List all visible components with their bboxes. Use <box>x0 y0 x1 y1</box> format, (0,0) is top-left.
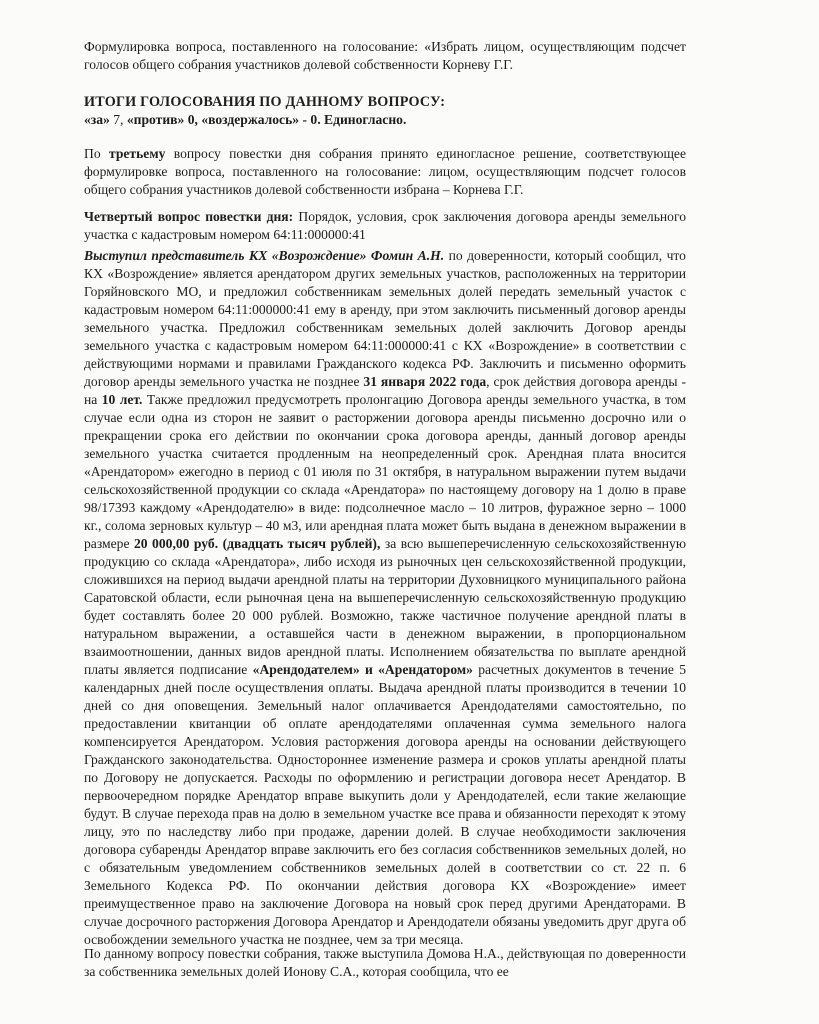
p5-text-4: за всю вышеперечисленную сельскохозяйственную продукцию со склада «Арендатора», либо исходя из рыночных цен сельскохозяйственной продукции, сложившихся на период выдачи арендной платы на территории Духовницкого муниципального района Саратовской области, если рыночная цена на вышеперечисленную сельскохозяйственную продукцию будет составлять более 20 000 рублей. Возможно, также частичное получение арендной платы в натуральном выражении, а оставшейся части в денежном выражении, в пропорциональном взаимоотношении, данных видов арендной платы. Исполнением обязательства по выплате арендной платы является подписание <box>84 536 686 677</box>
p5-text-2: , срок действия договора аренды - на <box>84 374 686 407</box>
paragraph-text: Формулировка вопроса, поставленного на голосование: «Избрать лицом, осуществляющим подсчет голосов общего собрания участников долевой собственности Корневу Г.Г. <box>84 39 686 72</box>
vozd-label: «воздержалось» <box>201 112 300 127</box>
vozd-value: - 0. Единогласно. <box>299 112 407 127</box>
p5-text-5: расчетных документов в течение 5 календарных дней после осуществления оплаты. Выдача арендной платы производится в течении 10 дней со дня оповещения. Земельный налог оплачивается Арендодателями самостоятельно, по предоставлении квитанции об оплате арендодателями оплаченная сумма земельного налога компенсируется Арендатором. Условия расторжения договора аренды на основании действующего Гражданского законодательства. Одностороннее изменение размера и сроков уплаты арендной платы по Договору не допускается. Расходы по оформлению и регистрации договора несет Арендатор. В первоочередном порядке Арендатор вправе выкупить доли у Арендодателей, если такие желающие будут. В случае перехода прав на долю в земельном участке все права и обязанности переходят к этому лицу, это по наследству либо при продаже, дарении долей. В случае необходимости заключения договора субаренды Арендатор вправе заключить его без согласия собственников земельных долей, но с обязательным уведомлением собственников земельных долей в соответствии со ст. 22 п. 6 Земельного Кодекса РФ. По окончании действия договора КХ «Возрождение» имеет преимущественное право на заключение Договора на новый срок перед другими Арендаторами. В случае досрочного расторжения Договора Арендатор и Арендодатели обязаны уведомить друг друга об освобождении земельного участка не позднее, чем за три месяца. <box>84 662 686 947</box>
p5-text-3: Также предложил предусмотреть пролонгацию Договора аренды земельного участка, в том случае если одна из сторон не заявит о расторжении договора аренды письменно досрочно или о прекращении срока его действии по окончании срока договора аренды, данный договор аренды земельного участка считается продленным на неопределенный срок. Арендная плата вносится «Арендатором» ежегодно в период с 01 июля по 31 октября, в натуральном выражении путем выдачи сельскохозяйственной продукции со склада «Арендатора» по настоящему договору на 1 долю в праве 98/17393 каждому «Арендодателю» в виде: подсолнечное масло – 10 литров, фуражное зерно – 1000 кг., солома зерновых культур – 40 м3, или арендная плата может быть выдана в денежном выражении в размере <box>84 392 686 551</box>
p6-text: По данному вопросу повестки собрания, также выступила Домова Н.А., действующая по доверенности за собственника земельных долей Ионову С.А., которая сообщила, что ее <box>84 946 686 979</box>
results-heading: ИТОГИ ГОЛОСОВАНИЯ ПО ДАННОМУ ВОПРОСУ: <box>84 94 446 110</box>
za-label: «за» <box>84 112 110 127</box>
voting-results <box>84 93 686 129</box>
paragraph-second-speaker <box>84 945 686 981</box>
contract-deadline: 31 января 2022 года <box>363 374 487 389</box>
speaker-name: Выступил представитель КХ «Возрождение» Фомин А.Н. <box>84 248 445 263</box>
protiv-value: 0, <box>184 112 202 127</box>
p3-pre: По <box>84 146 109 161</box>
p3-post: вопросу повестки дня собрания принято единогласное решение, соответствующее формулировке вопроса, поставленного на голосование: лицом, осуществляющим подсчет голосов общего собрания участников долевой собственности избрана – Корнева Г.Г. <box>84 146 687 197</box>
fourth-question-text: Порядок, условия, срок заключения договора аренды земельного участка с кадастровым номером 64:11:000000:41 <box>84 209 686 242</box>
contract-term: 10 лет. <box>101 392 143 407</box>
rent-amount: 20 000,00 руб. (двадцать тысяч рублей), <box>133 536 381 551</box>
paragraph-speaker-statement <box>84 247 686 949</box>
contract-parties: «Арендодателем» и «Арендатором» <box>252 662 473 677</box>
protiv-label: «против» <box>126 112 185 127</box>
paragraph-third-question-decision <box>84 145 686 199</box>
za-value: 7, <box>109 112 127 127</box>
fourth-question-label: Четвертый вопрос повестки дня: <box>84 209 294 224</box>
p5-text-1: по доверенности, который сообщил, что КХ «Возрождение» является арендатором других земельных участков, расположенных на территории Горяйновского МО, и предложил собственникам земельных долей передать земельный участок с кадастровым номером 64:11:000000:41 ему в аренду, при этом заключить письменный договор аренды земельного участка. Предложил собственникам земельных долей заключить Договор аренды земельного участка с кадастровым номером 64:11:000000:41 с КХ «Возрождение» в соответствии с действующими нормами и правилами Гражданского кодекса РФ. Заключить и письменно оформить договор аренды земельного участка не позднее <box>84 248 686 389</box>
results-line <box>84 111 686 129</box>
paragraph-vote-question <box>84 38 686 74</box>
paragraph-fourth-question <box>84 208 686 244</box>
p3-bold: третьему <box>109 146 166 161</box>
